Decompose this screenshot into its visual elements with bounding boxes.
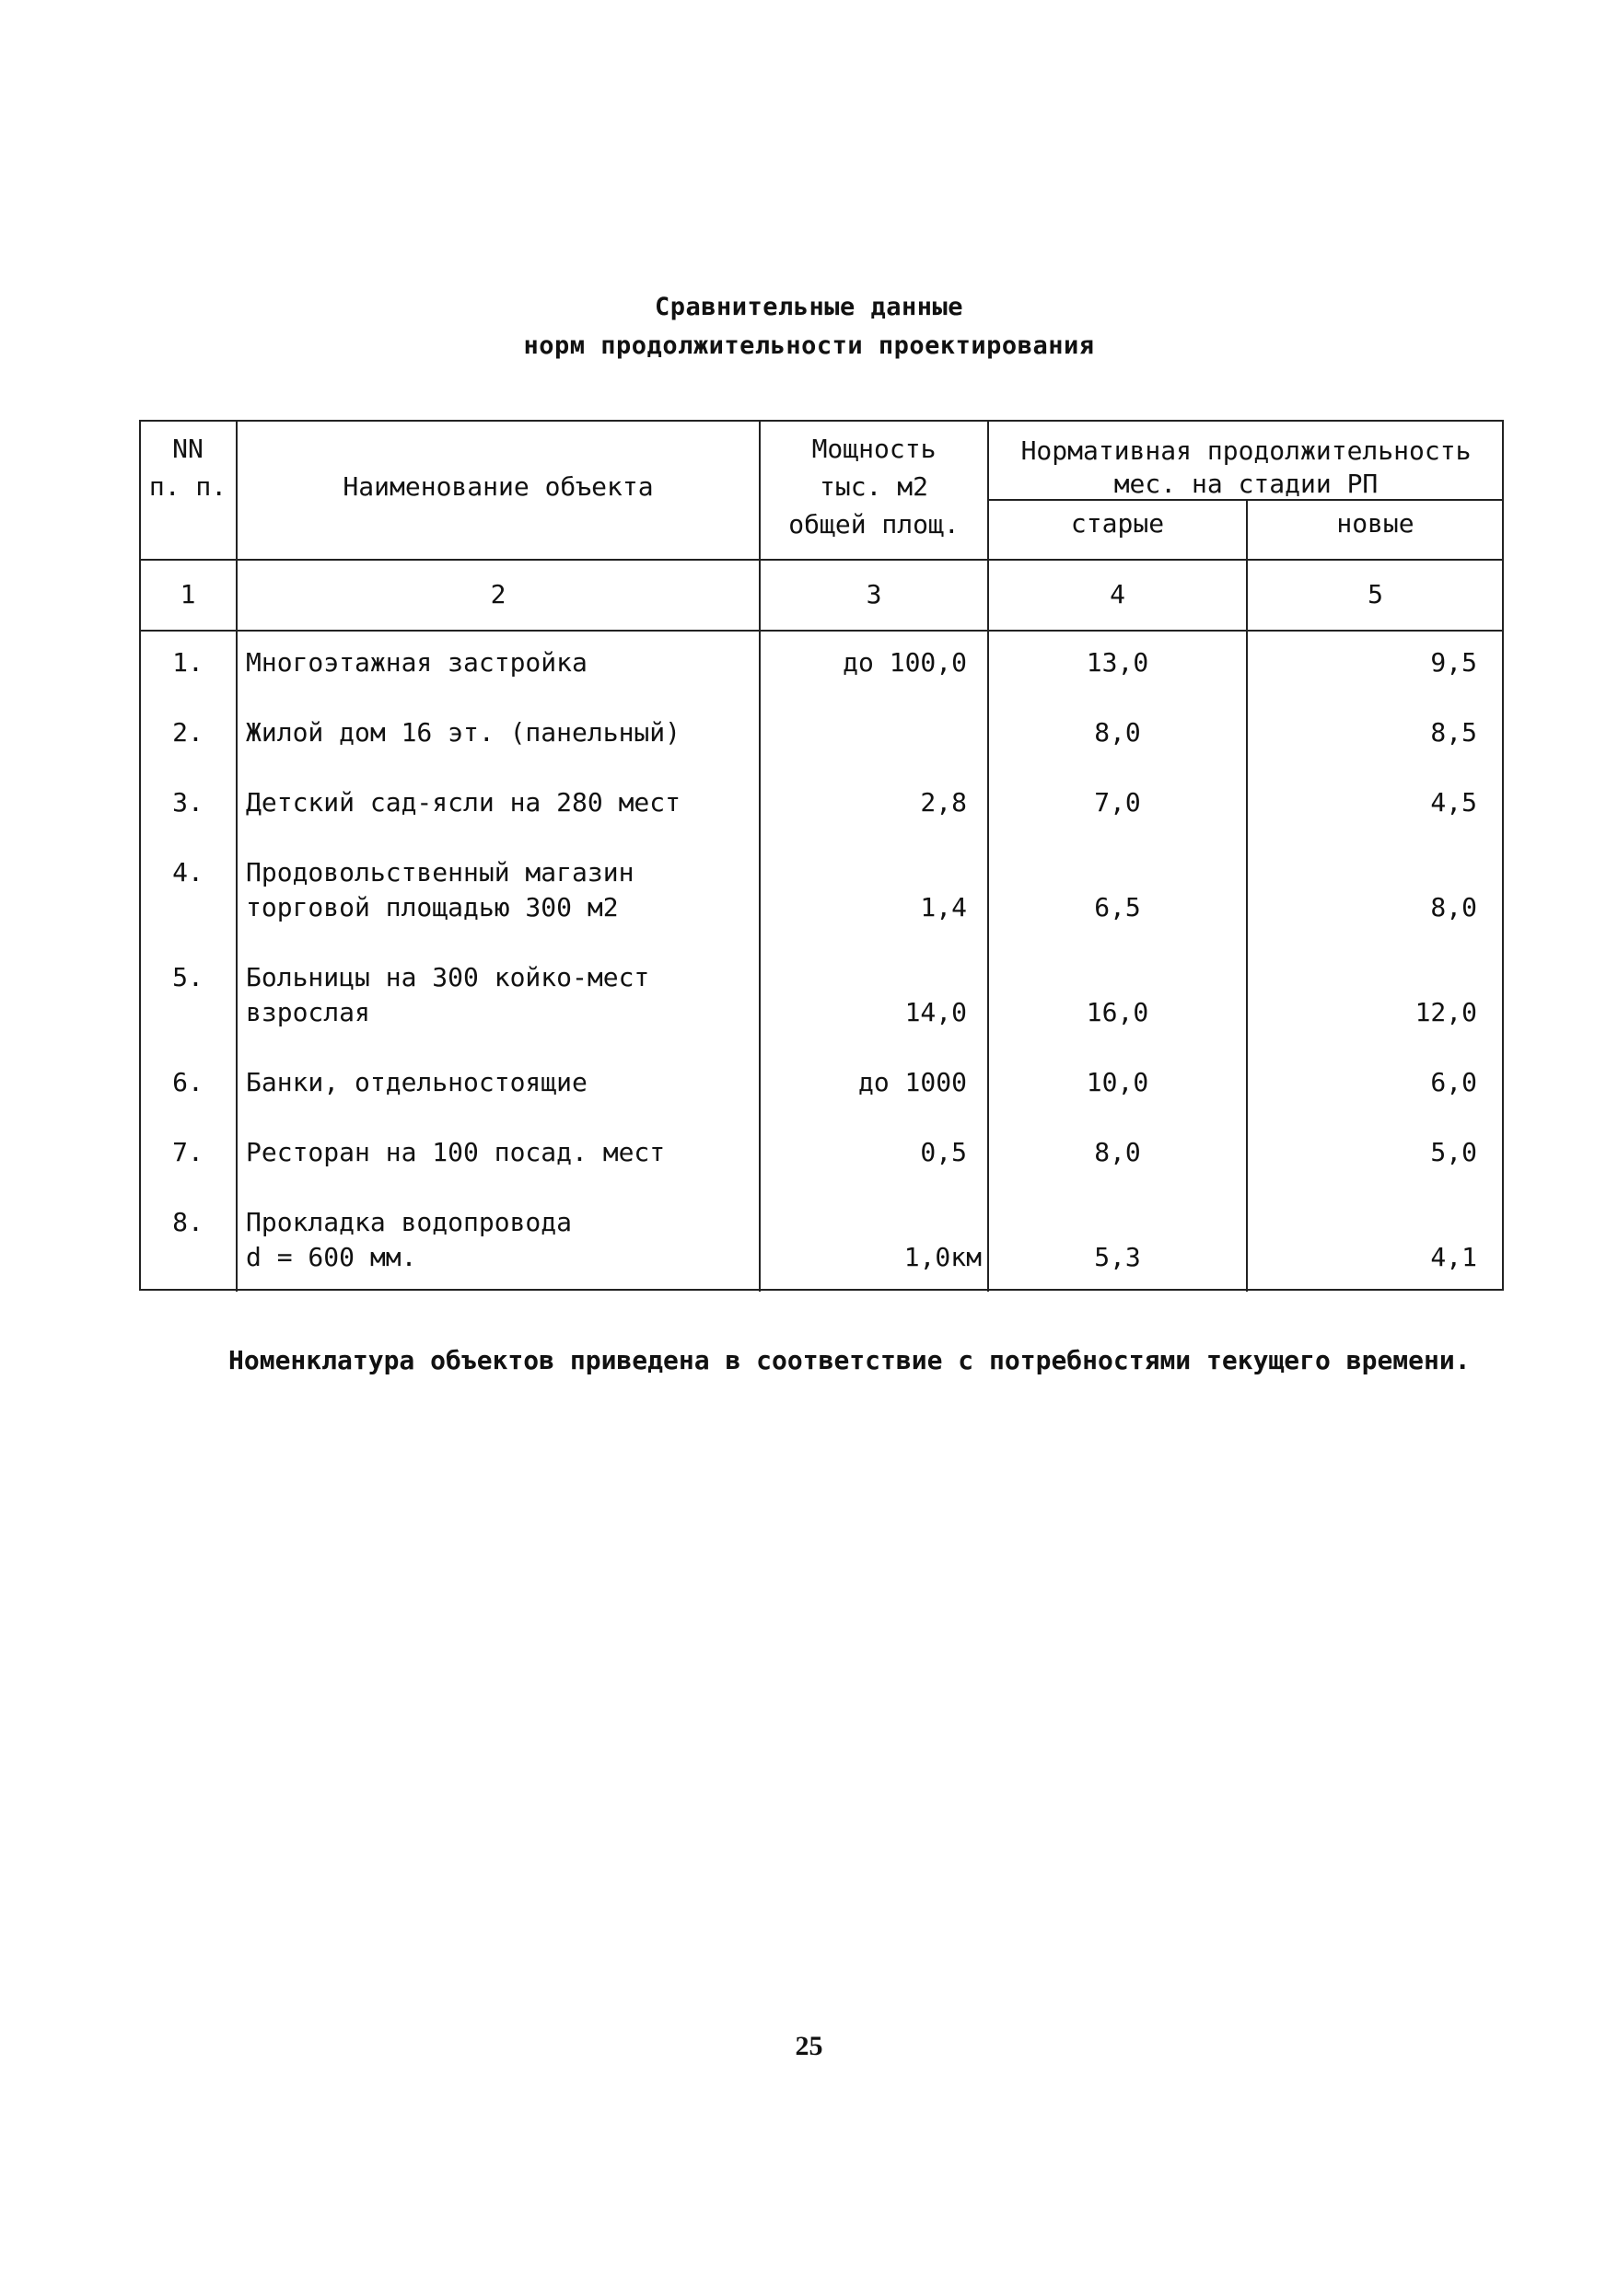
row-1-name: Многоэтажная застройка [246,647,588,678]
row-2-number: 2. [172,717,204,748]
row-7-old: 8,0 [1094,1137,1141,1167]
row-3-new: 4,5 [1430,787,1477,818]
row-4-number: 4. [172,857,204,887]
row-7-name: Ресторан на 100 посад. мест [246,1137,666,1167]
row-2-new: 8,5 [1430,717,1477,748]
row-3-capacity: 2,8 [920,787,967,818]
row-5-name-line1: Больницы на 300 койко-мест [246,962,650,992]
column-number-2: 2 [490,579,506,609]
row-1-old: 13,0 [1086,647,1149,678]
row-8-name-line2: d = 600 мм. [246,1242,417,1272]
row-6-name: Банки, отдельностоящие [246,1067,588,1097]
row-2-old: 8,0 [1094,717,1141,748]
row-1-new: 9,5 [1430,647,1477,678]
row-4-name-line1: Продовольственный магазин [246,857,634,887]
header-nn-line2: п. п. [148,471,227,502]
row-5-capacity: 14,0 [904,997,967,1027]
document-title-line2: норм продолжительности проектирования [523,331,1095,360]
row-5-number: 5. [172,962,204,992]
row-8-number: 8. [172,1207,204,1237]
header-capacity-line1: Мощность [811,434,937,464]
row-5-old: 16,0 [1086,997,1149,1027]
header-object-name: Наименование объекта [343,471,654,502]
row-4-old: 6,5 [1094,892,1141,922]
row-3-name: Детский сад-ясли на 280 мест [246,787,681,818]
row-8-capacity: 1,0км [903,1242,982,1272]
header-new: новые [1336,508,1414,539]
row-7-number: 7. [172,1137,204,1167]
row-4-new: 8,0 [1430,892,1477,922]
header-old: старые [1070,508,1165,539]
row-6-old: 10,0 [1086,1067,1149,1097]
row-2-name: Жилой дом 16 эт. (панельный) [246,717,681,748]
row-6-new: 6,0 [1430,1067,1477,1097]
header-capacity-line3: общей площ. [788,509,960,539]
header-duration-line2: мес. на стадии РП [1113,469,1379,499]
comparison-table [139,420,1504,1292]
column-number-4: 4 [1110,579,1125,609]
row-1-capacity: до 100,0 [843,647,967,678]
row-5-name-line2: взрослая [246,997,370,1027]
page-number: 25 [795,2031,823,2061]
row-4-name-line2: торговой площадью 300 м2 [246,892,619,922]
header-duration-line1: Нормативная продолжительность [1020,435,1472,466]
header-capacity-line2: тыс. м2 [819,471,928,502]
row-8-new: 4,1 [1430,1242,1477,1272]
column-number-1: 1 [180,579,196,609]
row-8-old: 5,3 [1094,1242,1141,1272]
header-nn-line1: NN [172,434,204,464]
row-6-capacity: до 1000 [857,1067,967,1097]
row-5-new: 12,0 [1414,997,1477,1027]
row-3-old: 7,0 [1094,787,1141,818]
footnote-text: Номенклатура объектов приведена в соответствие с потребностями текущего времени. [228,1345,1471,1375]
row-3-number: 3. [172,787,204,818]
row-8-name-line1: Прокладка водопровода [246,1207,573,1237]
row-1-number: 1. [172,647,204,678]
row-4-capacity: 1,4 [920,892,967,922]
column-number-5: 5 [1368,579,1383,609]
column-number-3: 3 [866,579,882,609]
row-7-capacity: 0,5 [920,1137,967,1167]
row-7-new: 5,0 [1430,1137,1477,1167]
row-6-number: 6. [172,1067,204,1097]
document-title-line1: Сравнительные данные [654,293,964,321]
